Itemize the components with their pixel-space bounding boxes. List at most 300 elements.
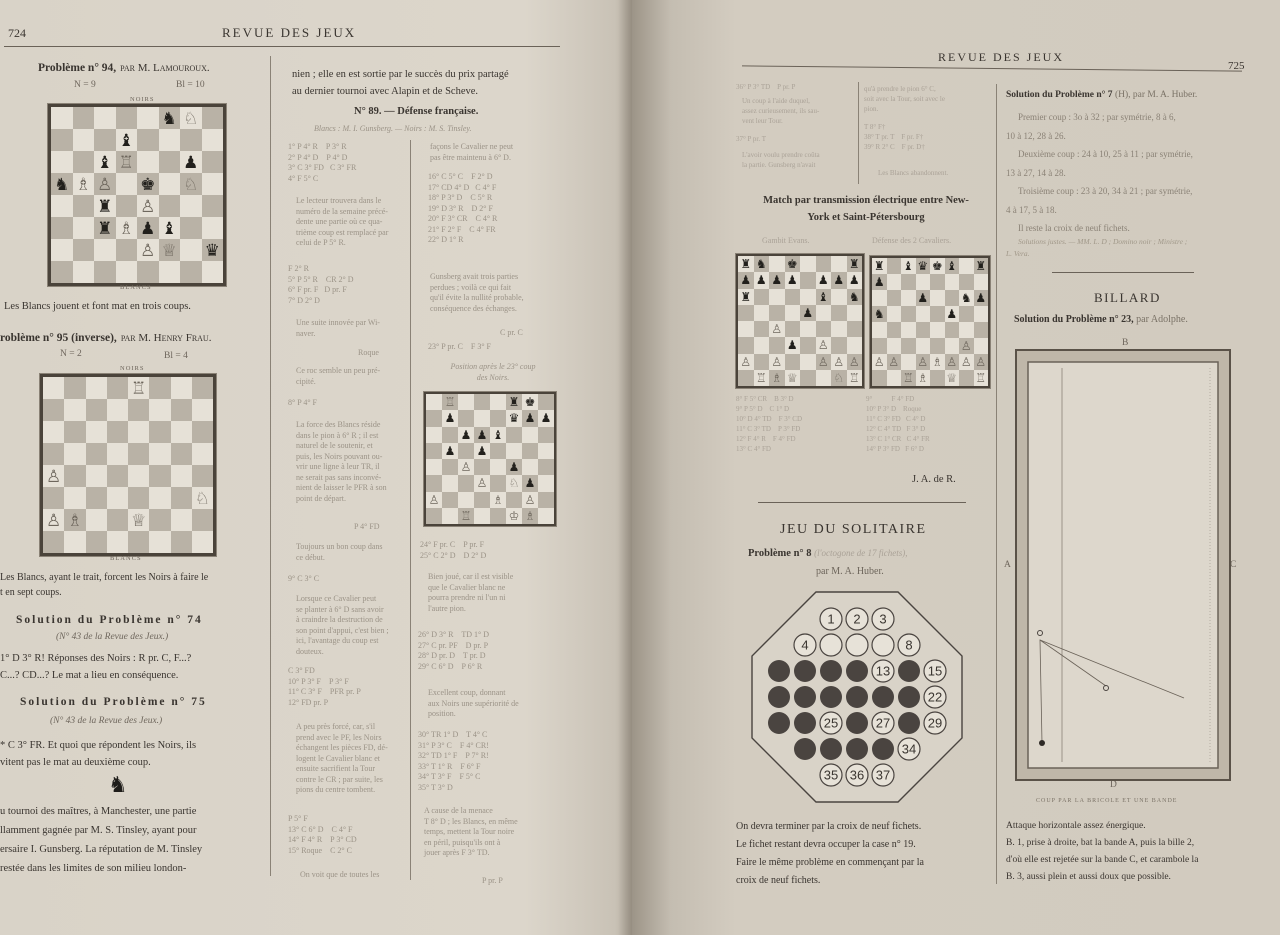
solitaire-hole-4: [794, 634, 816, 656]
board-square: [816, 305, 832, 321]
solitaire-hole-3: [872, 608, 894, 630]
board-square: [94, 107, 116, 129]
board-square: [128, 399, 149, 421]
text-line: vrir une ligne à leur TR, il: [296, 462, 380, 471]
white-bishop-icon: ♗: [931, 355, 943, 369]
board-square: [180, 195, 202, 217]
text-line: façons le Cavalier ne peut: [430, 142, 514, 151]
solution-7-title: [1006, 90, 1197, 100]
section-rule: [758, 502, 966, 503]
match-title-line: Match par transmission électrique entre New-: [763, 195, 969, 206]
board-square: [149, 531, 170, 553]
black-pawn-icon: ♟: [786, 338, 798, 353]
board-square: [769, 305, 785, 321]
board-square: [458, 459, 474, 475]
board-square: [901, 338, 916, 354]
column-divider: [858, 82, 859, 184]
right-page: [632, 0, 1280, 935]
text-line: 20° F 3° CR C 4° R: [428, 214, 498, 223]
board-square: [930, 258, 945, 274]
text-line: 32° TD 1° F P 7° R!: [418, 751, 489, 760]
board-square: [847, 337, 863, 353]
white-bishop-icon: ♗: [492, 492, 504, 507]
board-square: [86, 465, 107, 487]
text-line: nient de laisser le PFR à son: [296, 483, 387, 492]
board-square: [149, 377, 170, 399]
black-king-icon: ♚: [786, 257, 798, 272]
move-pion-fd: P 4° FD: [354, 522, 380, 531]
note-quatrieme-coup: [296, 196, 388, 249]
problem-94-caption: Les Blancs jouent et font mat en trois coups.: [4, 301, 191, 312]
board-square: [930, 322, 945, 338]
board-square: [137, 173, 159, 195]
text-line: ersaire I. Gunsberg. La réputation de M. Tinsley: [0, 844, 203, 855]
board-square: [506, 410, 522, 426]
white-bishop-icon: ♗: [67, 510, 83, 530]
text-line: nien ; elle en est sortie par le succès du prix partagé: [292, 69, 509, 80]
problem-94-title: [38, 58, 210, 76]
board-square: [538, 475, 554, 491]
note-gunsberg-perdues: [430, 272, 524, 314]
black-king-icon: ♚: [524, 395, 536, 410]
white-pawn-icon: ♙: [817, 354, 829, 369]
white-rook-icon: ♖: [444, 395, 456, 410]
chess-board-problem-94: [48, 104, 226, 286]
board-square: [107, 509, 128, 531]
white-pawn-icon: ♙: [97, 174, 113, 194]
board-square: [831, 354, 847, 370]
board-square: [538, 427, 554, 443]
board-square: [64, 399, 85, 421]
black-pawn-icon: ♟: [476, 443, 488, 458]
board-square: [506, 459, 522, 475]
text-line: 19° D 3° R D 2° F: [428, 203, 493, 213]
text-line: 6° F pr. F D pr. F: [288, 285, 347, 294]
hole-number: 4: [801, 637, 809, 653]
text-line: naver.: [296, 328, 316, 338]
board-square: [73, 129, 95, 151]
text-line: 13 à 27, 14 à 28.: [1006, 167, 1066, 178]
board-square: [149, 509, 170, 531]
board-square: [785, 370, 801, 386]
text-line: 31° P 3° C F 4° CR!: [418, 740, 489, 750]
text-line: 9° P 5° D C 1° D: [736, 405, 790, 413]
board-square: [959, 306, 974, 322]
board-square: [202, 129, 224, 151]
solution-74-ref: (N° 43 de la Revue des Jeux.): [56, 632, 169, 642]
board-square: [974, 322, 989, 338]
board-square: [107, 421, 128, 443]
board-square: [800, 289, 816, 305]
black-pawn-icon: ♟: [817, 273, 829, 288]
board-square: [73, 195, 95, 217]
board-square: [916, 338, 931, 354]
text-line: F 2° R: [288, 264, 309, 273]
board-square: [116, 107, 138, 129]
board-square: [816, 337, 832, 353]
board-square: [192, 487, 213, 509]
text-line: croix de neuf fichets.: [736, 875, 821, 886]
board-square: [86, 531, 107, 553]
board-square: [901, 290, 916, 306]
text-line: 15° Roque C 2° C: [288, 845, 352, 855]
text-line: Attaque horizontale assez énergique.: [1006, 821, 1146, 831]
white-pawn-icon: ♙: [46, 510, 62, 530]
text-line: Excellent coup, donnant: [428, 688, 506, 697]
board-square: [930, 306, 945, 322]
hole-number: 13: [875, 663, 891, 679]
board-square: [137, 217, 159, 239]
board-square: [847, 305, 863, 321]
board-square: [43, 487, 64, 509]
problem-95-author: par M. Henry Frau.: [120, 332, 212, 344]
board-square: [73, 107, 95, 129]
black-rook-icon: ♜: [740, 289, 752, 304]
text-line: Deuxième coup : 24 à 10, 25 à 11 ; par symétrie,: [1018, 149, 1193, 159]
solitaire-hole-12: [846, 660, 868, 682]
board-square: [474, 459, 490, 475]
board-square: [171, 531, 192, 553]
ball-1: [1039, 740, 1045, 746]
solitaire-title: JEU DU SOLITAIRE: [780, 522, 927, 537]
text-line: pourra prendre ni l'un ni: [428, 593, 506, 602]
text-line: Il reste la croix de neuf fichets.: [1018, 223, 1130, 233]
board-square: [159, 173, 181, 195]
black-pawn-icon: ♟: [848, 273, 860, 288]
board-square: [159, 217, 181, 239]
board-square: [522, 394, 538, 410]
note-cavalier-6d: [430, 142, 513, 163]
running-head: REVUE DES JEUX: [938, 50, 1064, 64]
text-line: 11° C 3° F PFR pr. P: [288, 687, 361, 696]
move-c-pr-c: C pr. C: [500, 328, 523, 337]
black-rook-icon: ♜: [848, 257, 860, 272]
board-square: [180, 129, 202, 151]
board-square: [847, 289, 863, 305]
text-line: 34° T 3° F F 5° C: [418, 772, 481, 781]
text-line: Solutions justes. — MM. L. D ; Domino noir ; Ministre ;: [1018, 237, 1188, 246]
board-square: [43, 443, 64, 465]
text-line: douteux.: [296, 646, 324, 656]
board-square: [769, 321, 785, 337]
black-bishop-icon: ♝: [946, 259, 958, 273]
board-square: [64, 487, 85, 509]
white-pawn-icon: ♙: [476, 476, 488, 491]
note-bon-coup: [296, 542, 383, 563]
white-knight-icon: ♘: [508, 476, 520, 491]
moves-26-to-29: [418, 630, 489, 672]
board-square: [458, 427, 474, 443]
board-square: [180, 107, 202, 129]
text-line: 1° D 3° R! Réponses des Noirs : R pr. C, F...?: [0, 653, 192, 664]
black-queen-icon: ♛: [508, 411, 520, 426]
text-line: 8° F 5° CR B 3° D: [736, 395, 794, 403]
board-square: [202, 239, 224, 261]
moves-38-39: [864, 122, 925, 152]
billard-solution-author: par Adolphe.: [1136, 314, 1188, 325]
white-knight-icon: ♘: [183, 174, 199, 194]
moves-30-to-35: [418, 730, 489, 793]
board-square: [831, 256, 847, 272]
black-pawn-icon: ♟: [140, 218, 156, 238]
white-pawn-icon: ♙: [833, 354, 845, 369]
text-line: 28° D pr. D T pr. D: [418, 651, 486, 660]
solitaire-hole-30: [794, 738, 816, 760]
board-square: [974, 354, 989, 370]
note-cavalier: [296, 594, 389, 657]
solitaire-hole-14: [898, 660, 920, 682]
board-square: [171, 465, 192, 487]
board-square: [159, 151, 181, 173]
board-square: [192, 399, 213, 421]
white-pawn-icon: ♙: [848, 354, 860, 369]
board-square: [171, 443, 192, 465]
white-queen-icon: ♕: [131, 510, 147, 530]
white-bishop-icon: ♗: [771, 370, 783, 385]
board-square: [930, 354, 945, 370]
board-square: [426, 443, 442, 459]
board-square: [159, 261, 181, 283]
board-square: [128, 421, 149, 443]
board-square: [831, 289, 847, 305]
board-square: [442, 443, 458, 459]
note-roc: [296, 366, 380, 387]
board-square: [116, 217, 138, 239]
problem-94-author: par M. Lamouroux.: [120, 62, 210, 74]
solution-7-solvers: [1006, 236, 1187, 260]
chess-board-position-23: [424, 392, 556, 526]
board-square: [43, 377, 64, 399]
board-square: [538, 492, 554, 508]
text-line: qu'à prendre le pion 6° C,: [864, 85, 936, 93]
white-queen-icon: ♕: [161, 240, 177, 260]
text-line: llamment gagnée par M. S. Tinsley, ayant pour: [0, 825, 197, 836]
black-bishop-icon: ♝: [817, 289, 829, 304]
text-line: prend avec le PF, les Noirs: [296, 732, 382, 742]
board-square: [137, 151, 159, 173]
board-square: [474, 394, 490, 410]
board-square: [800, 354, 816, 370]
solution-7-author: (H), par M. A. Huber.: [1114, 90, 1198, 100]
board-square: [754, 337, 770, 353]
solitaire-problem-subtitle: (l'octogone de 17 fichets),: [814, 548, 908, 558]
solitaire-hole-37: [872, 764, 894, 786]
board-square: [159, 239, 181, 261]
black-bishop-icon: ♝: [492, 427, 504, 442]
chess-board-saint-petersbourg: [870, 256, 990, 388]
board-square: [887, 258, 902, 274]
board-square: [506, 394, 522, 410]
board-square: [847, 272, 863, 288]
white-rook-icon: ♖: [131, 378, 147, 398]
black-rook-icon: ♜: [975, 259, 987, 273]
black-pawn-icon: ♟: [524, 476, 536, 491]
white-rook-icon: ♖: [848, 370, 860, 385]
board-square: [458, 410, 474, 426]
text-line: en péril, puisqu'ils ont à: [424, 837, 501, 847]
board-square: [738, 321, 754, 337]
white-knight-icon: ♘: [833, 370, 845, 385]
board-square: [64, 377, 85, 399]
board-square: [43, 465, 64, 487]
black-rook-icon: ♜: [97, 218, 113, 238]
header-rule: [4, 46, 560, 47]
solitaire-problem: [748, 548, 908, 559]
problem-95-black-count: N = 2: [60, 349, 82, 359]
board-square: [754, 370, 770, 386]
move-36: [736, 82, 795, 92]
board-square: [192, 421, 213, 443]
moves-24-25: [420, 540, 486, 561]
board-square: [490, 459, 506, 475]
solitaire-hole-34: [898, 738, 920, 760]
text-line: Le fichet restant devra occuper la case n° 19.: [736, 839, 916, 850]
board-square: [137, 129, 159, 151]
page-number: 725: [1228, 60, 1245, 72]
move-8: 8° P 4° F: [288, 398, 317, 407]
white-bishop-icon: ♗: [75, 174, 91, 194]
board-square: [490, 410, 506, 426]
board-square: [959, 338, 974, 354]
board-square: [816, 256, 832, 272]
solitaire-hole-18: [820, 686, 842, 708]
board-square: [945, 258, 960, 274]
board-square: [128, 531, 149, 553]
board-square: [847, 354, 863, 370]
manchester-paragraph: [0, 802, 202, 878]
signature: J. A. de R.: [912, 474, 956, 485]
black-bishop-icon: ♝: [97, 152, 113, 172]
white-pawn-icon: ♙: [140, 196, 156, 216]
board-square: [474, 492, 490, 508]
board-square: [94, 195, 116, 217]
board-square: [51, 129, 73, 151]
solitaire-hole-26: [846, 712, 868, 734]
text-line: 10 à 12, 28 à 26.: [1006, 130, 1066, 141]
text-line: C...? CD...? Le mat a lieu en conséquence.: [0, 670, 179, 681]
black-rook-icon: ♜: [97, 196, 113, 216]
board-square: [474, 475, 490, 491]
solitaire-hole-32: [846, 738, 868, 760]
board-square: [847, 370, 863, 386]
text-line: 25° C 2° D D 2° D: [420, 550, 487, 560]
board-square: [769, 289, 785, 305]
board-square: [43, 399, 64, 421]
board-label-blancs-95: BLANCS: [110, 555, 142, 562]
opening-evans: Gambit Evans.: [762, 236, 810, 245]
board-square: [754, 354, 770, 370]
board-square: [916, 322, 931, 338]
board-square: [149, 399, 170, 421]
page-number: 724: [8, 26, 26, 40]
board-square: [171, 509, 192, 531]
board-square: [974, 306, 989, 322]
note-peu-pres-force: [296, 722, 388, 796]
white-knight-icon: ♘: [183, 108, 199, 128]
black-pawn-icon: ♟: [183, 152, 199, 172]
text-line: 14° P 3° FD F 6° D: [866, 445, 924, 453]
board-square: [522, 427, 538, 443]
white-king-icon: ♔: [508, 508, 520, 523]
board-square: [426, 475, 442, 491]
board-square: [73, 217, 95, 239]
white-pawn-icon: ♙: [960, 339, 972, 353]
board-square: [426, 508, 442, 524]
white-pawn-icon: ♙: [817, 338, 829, 353]
solitaire-hole-33: [872, 738, 894, 760]
board-square: [442, 410, 458, 426]
board-square: [116, 129, 138, 151]
board-square: [192, 509, 213, 531]
board-label-blancs: BLANCS: [120, 284, 152, 291]
text-line: puis, les Noirs pouvant ou-: [296, 451, 383, 461]
board-square: [769, 272, 785, 288]
board-square: [769, 337, 785, 353]
board-square: [800, 370, 816, 386]
white-bishop-icon: ♗: [917, 371, 929, 385]
note-force-blancs: [296, 420, 387, 504]
game-89-players: Blancs : M. I. Gunsberg. — Noirs : M. S. Tinsley.: [314, 124, 472, 133]
board-square: [458, 508, 474, 524]
billiard-table-cloth: [1028, 362, 1218, 768]
table-label-d: D: [1110, 780, 1117, 790]
hole-number: 25: [823, 715, 839, 731]
solitaire-hole-15: [924, 660, 946, 682]
board-square: [538, 410, 554, 426]
text-line: L. Vera.: [1006, 249, 1030, 258]
board-square: [490, 394, 506, 410]
black-pawn-icon: ♟: [444, 443, 456, 458]
board-square: [816, 321, 832, 337]
board-square: [426, 394, 442, 410]
moves-game-2: [866, 394, 930, 454]
board-square: [137, 261, 159, 283]
board-square: [128, 487, 149, 509]
board-square: [458, 492, 474, 508]
black-bishop-icon: ♝: [902, 259, 914, 273]
board-square: [738, 337, 754, 353]
problem-94-label: Problème n° 94,: [38, 62, 117, 74]
board-square: [149, 465, 170, 487]
white-pawn-icon: ♙: [946, 355, 958, 369]
problem-94-white-count: Bl = 10: [176, 80, 205, 90]
text-line: perdues ; voilà ce qui fait: [430, 282, 512, 292]
problem-94-black-count: N = 9: [74, 80, 96, 90]
text-line: l'autre pion.: [428, 603, 466, 613]
board-square: [974, 338, 989, 354]
board-square: [800, 337, 816, 353]
board-square: [800, 256, 816, 272]
text-line: 13° C 4° FD: [736, 445, 771, 453]
text-line: dente une partie où ce qua-: [296, 217, 383, 226]
text-line: point de départ.: [296, 493, 346, 503]
white-pawn-icon: ♙: [740, 354, 752, 369]
text-line: temps, mettent la Tour noire: [424, 827, 515, 836]
board-square: [847, 256, 863, 272]
board-square: [128, 509, 149, 531]
board-square: [116, 151, 138, 173]
board-square: [86, 487, 107, 509]
text-line: dans le pion à 6° R ; il est: [296, 430, 379, 440]
board-square: [959, 322, 974, 338]
board-square: [945, 354, 960, 370]
board-square: [86, 443, 107, 465]
problem-95-label: roblème n° 95 (inverse),: [0, 332, 117, 344]
hole-number: 3: [879, 611, 887, 627]
board-square: [159, 107, 181, 129]
black-queen-icon: ♛: [917, 259, 929, 273]
text-line: Toujours un bon coup dans: [296, 542, 383, 551]
